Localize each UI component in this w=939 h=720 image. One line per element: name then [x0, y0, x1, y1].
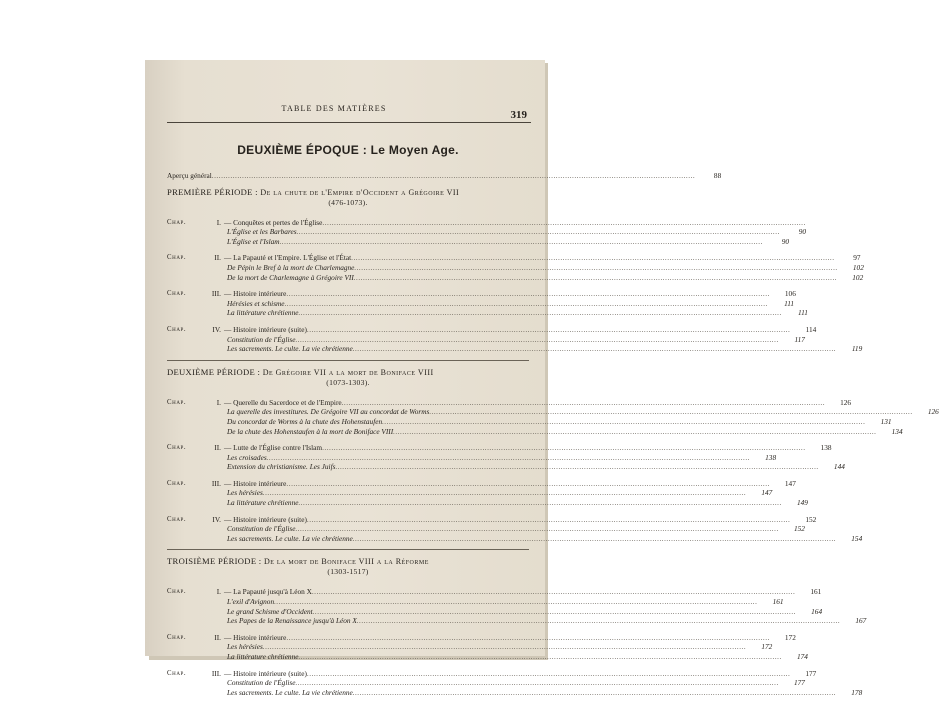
subsection-entry — [227, 272, 864, 283]
subsection-entry-title: Constitution de l'Église — [227, 524, 296, 534]
chapter-entry — [167, 514, 817, 525]
subsection-entry-title: Constitution de l'Église — [227, 678, 296, 688]
subsection-entry — [227, 236, 790, 247]
book-page — [145, 60, 939, 697]
leader-dots — [353, 688, 836, 698]
subsection-entry — [227, 488, 773, 498]
leader-dots — [286, 289, 769, 299]
leader-dots — [313, 607, 796, 617]
chapter-number: II. — [214, 253, 221, 263]
chapter-page: 152 — [805, 514, 817, 524]
chapter-body — [224, 218, 832, 228]
subsection-entry-title: De la mort de Charlemagne à Grégoire VII — [227, 272, 354, 282]
subsection-entry — [227, 687, 863, 698]
chapter-title: — La Papauté et l'Empire. L'Église et l'État — [224, 253, 352, 263]
subsection-entry — [227, 652, 808, 662]
chapter-prefix: Chap. — [167, 515, 187, 523]
chapter-prefix: Chap. — [167, 444, 187, 452]
spacer — [167, 208, 529, 211]
leader-dots — [295, 335, 778, 345]
chapter-page: 126 — [840, 397, 852, 407]
subsection-entry-page: 131 — [880, 416, 892, 426]
leader-dots — [298, 498, 781, 508]
chapter-page: 172 — [784, 632, 796, 642]
subsection-entry — [227, 452, 777, 463]
leader-dots — [322, 443, 805, 453]
chapter-page: 138 — [820, 443, 832, 453]
chapter-entry — [167, 289, 796, 299]
subsection-entry-page: 149 — [796, 498, 808, 508]
leader-dots — [274, 597, 757, 607]
subsection-entry — [227, 308, 808, 318]
chapter-prefix: Chap. — [167, 254, 187, 262]
leader-dots — [357, 616, 840, 626]
subsection-entry-page: 117 — [794, 334, 805, 344]
chapter-body — [224, 669, 816, 679]
running-header — [167, 60, 531, 123]
subsection-entry — [227, 597, 784, 607]
subsection-entry-title: De la chute des Hohenstaufen à la mort de Boniface VIII — [227, 426, 394, 436]
chapter-title: — La Papauté jusqu'à Léon X — [224, 587, 312, 597]
leader-dots — [322, 218, 805, 228]
chapter-entry — [167, 443, 832, 453]
subsection-entry — [227, 642, 773, 652]
leader-dots — [353, 344, 836, 354]
subsection-entry — [227, 606, 823, 617]
period-label: TROISIÈME PÉRIODE : — [167, 556, 264, 567]
leader-dots — [307, 325, 790, 335]
leader-dots — [298, 652, 781, 662]
subsection-entry — [227, 334, 805, 345]
subsection-entry-title: La littérature chrétienne — [227, 308, 299, 318]
leader-dots — [295, 678, 778, 688]
chapter-number: I. — [216, 217, 221, 227]
subsection-entry — [227, 227, 807, 237]
chapter-entry — [167, 587, 822, 597]
leader-dots — [285, 299, 768, 309]
subsection-entry-page: 134 — [891, 426, 903, 436]
subsection-entry — [227, 498, 808, 508]
subsection-entry-page: 144 — [833, 462, 845, 472]
chapter-entry — [167, 324, 817, 335]
spacer — [167, 388, 529, 391]
subsection-entry — [227, 426, 903, 437]
chapter-body — [224, 479, 796, 489]
chapter-number: II. — [214, 443, 221, 453]
subsection-entry-page: 111 — [798, 308, 808, 318]
period-label: PREMIÈRE PÉRIODE : — [167, 186, 261, 197]
leader-dots — [393, 427, 876, 437]
subsection-entry — [227, 344, 863, 354]
chapter-entry — [167, 478, 796, 489]
subsection-entry-page: 152 — [793, 524, 805, 534]
chapter-number: I. — [216, 587, 221, 597]
subsection-entry-page: 111 — [784, 298, 794, 308]
chapter-page: 177 — [805, 668, 817, 678]
period-years: (476-1073). — [328, 197, 368, 207]
subsection-entry-page: 161 — [772, 597, 784, 607]
subsection-entry-page: 138 — [765, 452, 777, 462]
page-number: 319 — [510, 109, 527, 121]
leader-dots — [354, 263, 837, 273]
chapter-prefix: Chap. — [167, 325, 187, 333]
header-title: TABLE DES MATIÈRES — [281, 104, 387, 113]
chapter-entry — [167, 253, 861, 263]
subsection-entry-page: 174 — [796, 652, 808, 661]
chapter-number: III. — [211, 289, 221, 299]
subsection-entry-title: De Pépin le Bref à la mort de Charlemagne — [227, 262, 355, 272]
subsection-entry-title: La littérature chrétienne — [227, 652, 299, 661]
apercu-label: Aperçu général — [167, 171, 212, 180]
chapter-number: I. — [216, 397, 221, 407]
subsection-entry-page: 177 — [793, 678, 805, 688]
chapter-entry — [167, 632, 796, 643]
subsection-entry-title: Constitution de l'Église — [227, 334, 296, 344]
subsection-entry-page: 167 — [855, 616, 867, 626]
chapter-body — [224, 587, 821, 597]
chapter-title: — Histoire intérieure — [224, 478, 287, 488]
leader-dots — [295, 524, 778, 534]
apercu-entry — [167, 171, 722, 181]
periods-container — [167, 186, 939, 698]
leader-dots — [263, 642, 746, 652]
chapter-page: 147 — [784, 478, 796, 488]
subsection-entry-title: La querelle des investitures. De Grégoire VII au concordat de Worms — [227, 407, 430, 417]
leader-dots — [354, 273, 837, 283]
subsection-entry-page: 119 — [851, 344, 863, 354]
leader-dots — [286, 633, 769, 643]
chapter-page: 97 — [853, 253, 861, 263]
subsection-entry-title: L'Église et les Barbares — [227, 227, 297, 237]
chapter-title: — Histoire intérieure — [224, 632, 287, 642]
chapter-prefix: Chap. — [167, 290, 187, 298]
chapter-body — [224, 398, 851, 408]
leader-dots — [351, 253, 834, 263]
chapter-number: II. — [214, 632, 221, 642]
leader-dots — [342, 398, 825, 408]
subsection-entry — [227, 533, 863, 544]
chapter-prefix: Chap. — [167, 398, 187, 406]
period-title-line — [167, 187, 529, 198]
chapter-prefix: Chap. — [167, 479, 187, 487]
leader-dots — [312, 587, 795, 597]
chapter-entry — [167, 397, 852, 408]
chapter-prefix: Chap. — [167, 669, 187, 677]
leader-dots — [298, 308, 781, 318]
period-range: De Grégoire VII a la mort de Boniface VIII — [262, 367, 434, 377]
chapter-number: IV. — [212, 514, 221, 524]
chapter-title: — Histoire intérieure (suite) — [224, 668, 307, 678]
subsection-entry-title: Le grand Schisme d'Occident — [227, 606, 313, 616]
chapter-title: — Histoire intérieure (suite) — [224, 514, 307, 524]
subsection-entry — [227, 462, 845, 472]
leader-dots — [263, 488, 746, 498]
subsection-entry-title: L'Église et l'Islam — [227, 236, 280, 246]
period-divider — [167, 360, 529, 361]
chapter-entry — [167, 668, 817, 679]
leader-dots — [286, 479, 769, 489]
subsection-entry — [227, 416, 892, 427]
subsection-entry-title: La littérature chrétienne — [227, 498, 299, 508]
leader-dots — [267, 453, 750, 463]
apercu-page: 88 — [713, 171, 722, 180]
chapter-prefix: Chap. — [167, 633, 187, 641]
leader-dots — [212, 171, 695, 181]
chapter-number: III. — [211, 478, 221, 488]
chapter-body — [224, 253, 861, 263]
period-label: DEUXIÈME PÉRIODE : — [167, 366, 263, 377]
subsection-entry-page: 178 — [851, 687, 863, 697]
chapter-page: 114 — [805, 324, 817, 334]
subsection-entry-page: 90 — [798, 227, 807, 237]
subsection-entry-page: 102 — [852, 272, 864, 282]
subsection-entry-page: 126 — [927, 407, 939, 417]
chapter-body — [224, 515, 816, 525]
subsection-entry-page: 147 — [761, 488, 773, 498]
subsection-entry-page: 154 — [851, 533, 863, 543]
period-title-line — [167, 367, 529, 378]
chapter-title: — Lutte de l'Église contre l'Islam — [224, 443, 323, 453]
subsection-entry — [227, 262, 864, 273]
period-divider — [167, 549, 529, 550]
chapter-entry — [167, 218, 529, 228]
leader-dots — [353, 534, 836, 544]
chapter-body — [224, 325, 816, 335]
subsection-entry — [227, 616, 867, 626]
chapter-prefix: Chap. — [167, 218, 187, 226]
subsection-entry-title: Les hérésies — [227, 488, 263, 498]
chapter-body — [224, 443, 832, 453]
period-heading — [167, 187, 529, 208]
subsection-entry — [227, 678, 805, 688]
subsection-entry — [227, 524, 805, 534]
period-range: De la mort de Boniface VIII a la Réforme — [263, 557, 429, 567]
leader-dots — [307, 515, 790, 525]
leader-dots — [297, 227, 780, 237]
chapter-number: IV. — [212, 324, 221, 334]
subsection-entry — [227, 407, 939, 417]
period-title-line — [167, 556, 529, 567]
chapter-page: 106 — [784, 289, 796, 299]
chapter-page — [806, 218, 832, 228]
chapter-page: 161 — [810, 587, 822, 597]
subsection-entry-page: 90 — [781, 236, 790, 246]
period-years: (1303-1517) — [327, 567, 369, 577]
chapter-body — [224, 289, 796, 299]
epoch-title: DEUXIÈME ÉPOQUE : Le Moyen Age. — [237, 143, 459, 157]
subsection-entry-title: Hérésies et schisme — [227, 298, 285, 308]
subsection-entry-title: Les sacrements. Le culte. La vie chrétienne — [227, 687, 353, 697]
leader-dots — [280, 237, 763, 247]
subsection-entry-title: Extension du christianisme. Les Juifs — [227, 462, 336, 472]
leader-dots — [307, 669, 790, 679]
leader-dots — [335, 462, 818, 472]
subsection-entry-title: Les sacrements. Le culte. La vie chrétienne — [227, 344, 353, 354]
leader-dots — [429, 407, 912, 417]
subsection-entry-page: 164 — [811, 606, 823, 616]
chapter-title: — Conquêtes et pertes de l'Église — [224, 217, 323, 227]
chapter-number: III. — [211, 668, 221, 678]
subsection-entry-page: 102 — [852, 262, 864, 272]
subsection-entry-title: Du concordat de Worms à la chute des Hohenstaufen — [227, 416, 383, 426]
chapter-body — [224, 633, 796, 643]
subsection-entry — [227, 298, 794, 309]
chapter-title: — Querelle du Sacerdoce et de l'Empire — [224, 397, 342, 407]
subsection-entry-title: Les sacrements. Le culte. La vie chrétienne — [227, 533, 353, 543]
chapter-title: — Histoire intérieure (suite) — [224, 324, 307, 334]
chapter-title: — Histoire intérieure — [224, 289, 287, 299]
period-heading — [167, 367, 529, 388]
subsection-entry-title: L'exil d'Avignon — [227, 597, 275, 607]
period-range: De la chute de l'Empire d'Occident a Grégoire VII — [260, 187, 460, 197]
spacer — [167, 577, 529, 580]
subsection-entry-title: Les hérésies — [227, 642, 263, 652]
leader-dots — [382, 417, 865, 427]
period-heading — [167, 556, 529, 577]
subsection-entry-title: Les Papes de la Renaissance jusqu'à Léon X — [227, 616, 357, 626]
subsection-entry-title: Les croisades — [227, 452, 267, 462]
subsection-entry-page: 172 — [761, 642, 773, 652]
chapter-prefix: Chap. — [167, 588, 187, 596]
period-years: (1073-1303). — [326, 377, 370, 387]
